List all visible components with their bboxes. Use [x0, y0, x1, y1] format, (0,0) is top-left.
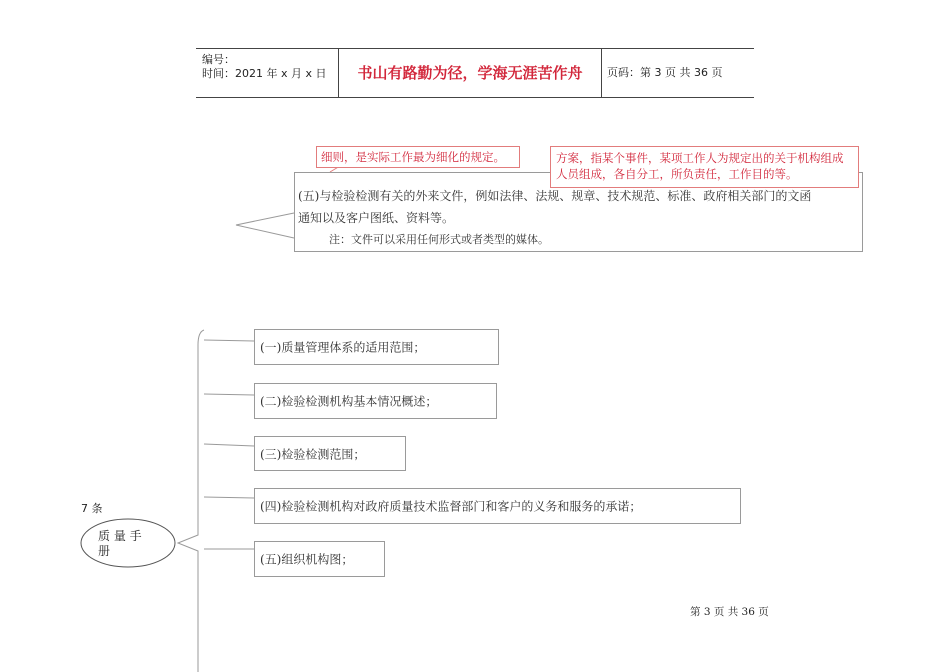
motto: 书山有路勤为径，学海无涯苦作舟 — [338, 49, 602, 97]
tree-item-3 — [254, 436, 406, 471]
main-box-line2: 通知以及客户图纸、资料等。 — [298, 211, 455, 225]
callout-rules-text: 细则，是实际工作最为细化的规定。 — [321, 150, 505, 164]
tree-item-2 — [254, 383, 497, 419]
tree-item-5 — [254, 541, 385, 577]
footer-page-number: 第 3 页 共 36 页 — [690, 606, 769, 618]
root-node — [98, 529, 142, 559]
tree-item-label: (二)检验检测机构基本情况概述； — [260, 394, 438, 409]
callout-rules — [316, 146, 520, 168]
callout-plan — [550, 146, 859, 188]
tree-item-4 — [254, 488, 741, 524]
main-box-line1: (五)与检验检测有关的外来文件，例如法律、法规、规章、技术规范、标准、政府相关部门的文函 — [298, 189, 812, 203]
tree-item-label: (四)检验检测机构对政府质量技术监督部门和客户的义务和服务的承诺； — [260, 499, 642, 514]
tree-item-1 — [254, 329, 499, 365]
number-label: 编号： — [202, 53, 235, 66]
time-label: 时间：2021 年 x 月 x 日 — [202, 67, 327, 80]
tree-item-label: (一)质量管理体系的适用范围； — [260, 340, 426, 355]
root-node-line2: 册 — [98, 544, 111, 558]
article-count: 7 条 — [81, 502, 103, 515]
page-info: 页码：第 3 页 共 36 页 — [607, 66, 723, 79]
callout-plan-line2: 人员组成，各自分工，所负责任，工作目的等。 — [556, 167, 798, 181]
root-node-line1: 质 量 手 — [98, 529, 142, 543]
main-box-note: 注：文件可以采用任何形式或者类型的媒体。 — [329, 233, 549, 246]
tree-item-label: (三)检验检测范围； — [260, 447, 366, 461]
tree-item-label: (五)组织机构图； — [260, 552, 354, 567]
callout-plan-line1: 方案，指某个事件，某项工作人为规定出的关于机构组成 — [556, 151, 844, 165]
